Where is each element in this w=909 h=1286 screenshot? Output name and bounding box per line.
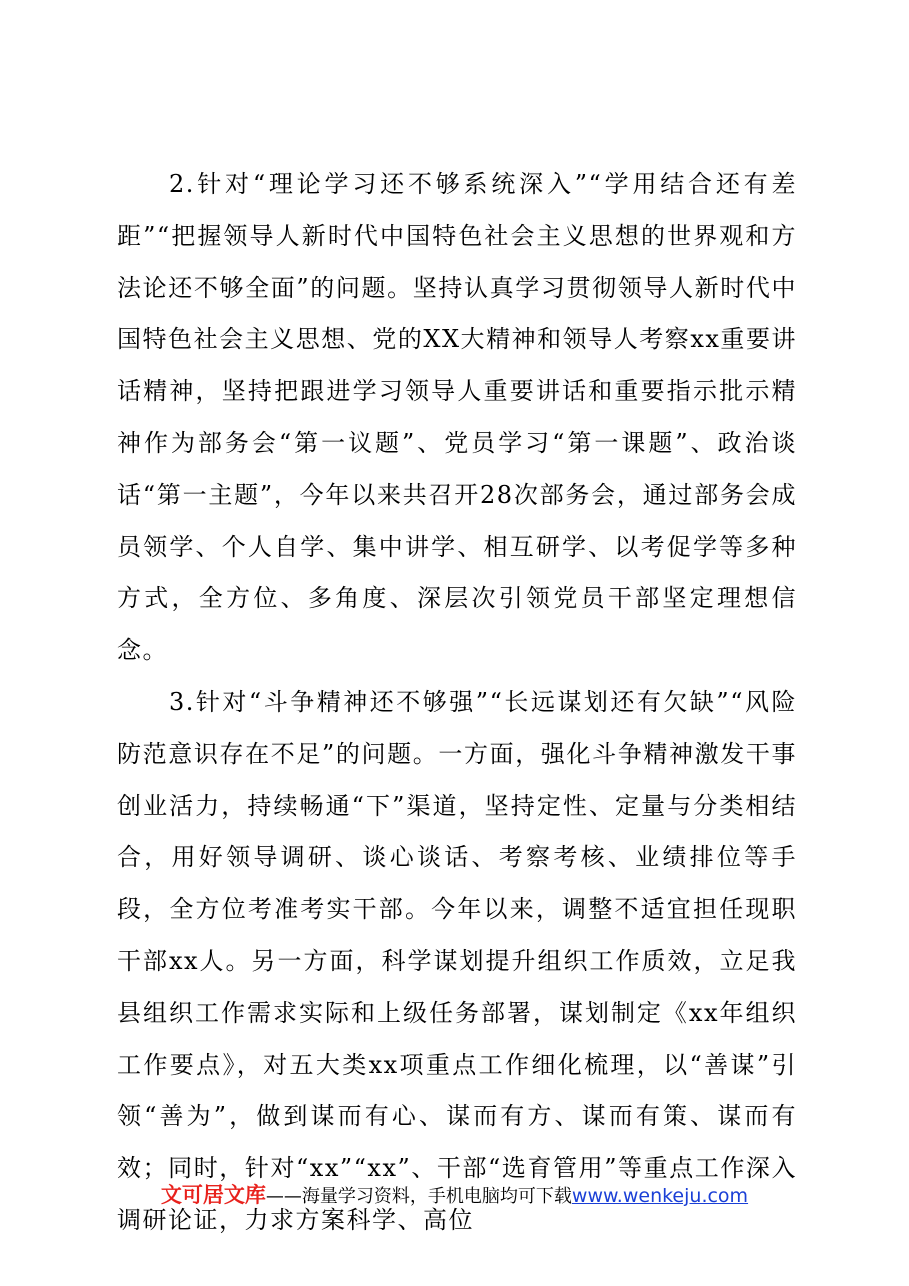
footer-tagline: 海量学习资料，手机电脑均可下载 xyxy=(301,1186,572,1207)
paragraph-item-3: 3.针对“斗争精神还不够强”“长远谋划还有欠缺”“风险防范意识存在不足”的问题。一方面，强化斗争精神激发干事创业活力，持续畅通“下”渠道，坚持定性、定量与分类相结合，用好领导调研、谈心谈话、考察考核、业绩排位等手段，全方位考准考实干部。今年以来，调整不适宜担任现职干部xx人。另一方面，科学谋划提升组织工作质效，立足我县组织工作需求实际和上级任务部署，谋划制定《xx年组织工作要点》，对五大类xx项重点工作细化梳理，以“善谋”引领“善为”，做到谋而有心、谋而有方、谋而有策、谋而有效；同时，针对“xx”“xx”、干部“选育管用”等重点工作深入调研论证，力求方案科学、高位 xyxy=(117,687,797,1234)
paragraph-item-2: 2.针对“理论学习还不够系统深入”“学用结合还有差距”“把握领导人新时代中国特色社会主义思想的世界观和方法论还不够全面”的问题。坚持认真学习贯彻领导人新时代中国特色社会主义思想、党的XX大精神和领导人考察xx重要讲话精神，坚持把跟进学习领导人重要讲话和重要指示批示精神作为部务会“第一议题”、党员学习“第一课题”、政治谈话“第一主题”，今年以来共召开28次部务会，通过部务会成员领学、个人自学、集中讲学、相互研学、以考促学等多种方式，全方位、多角度、深层次引领党员干部坚定理想信念。 xyxy=(117,170,797,665)
footer-dash: —— xyxy=(265,1186,302,1207)
footer-website-link[interactable]: www.wenkeju.com xyxy=(571,1185,749,1207)
document-body xyxy=(117,159,797,1247)
page-footer xyxy=(0,1180,909,1212)
footer-brand-name: 文可居文库 xyxy=(160,1183,266,1207)
